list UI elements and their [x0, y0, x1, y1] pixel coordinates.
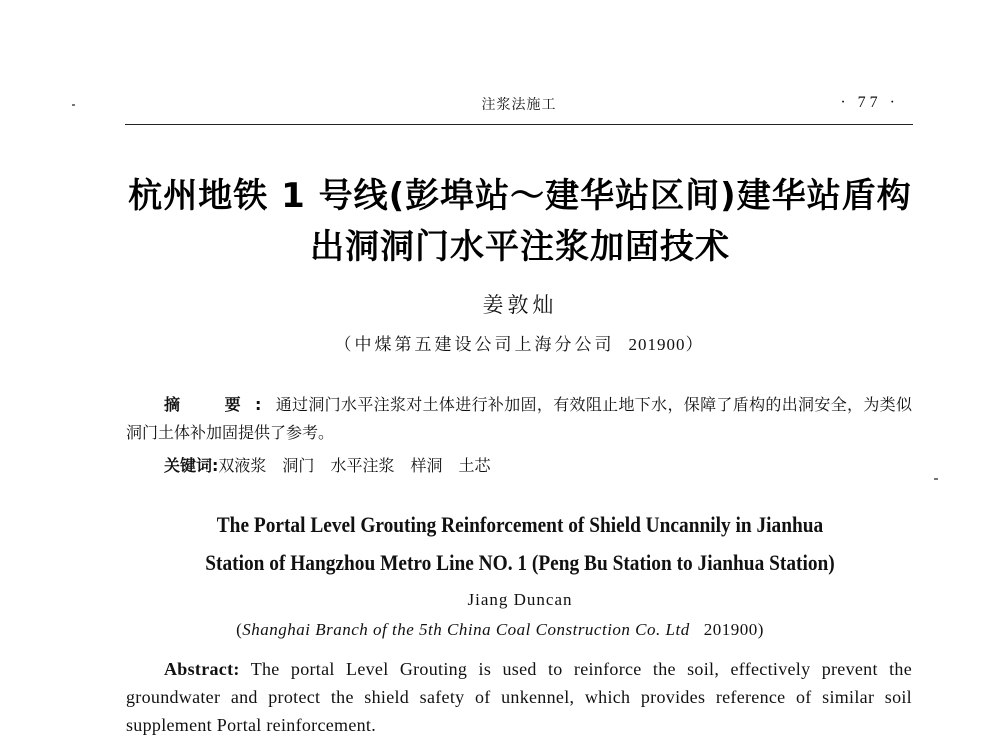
affiliation-close-paren: ) [757, 620, 764, 639]
english-title-line-2: Station of Hangzhou Metro Line NO. 1 (Peng Bu Station to Jianhua Station) [205, 550, 835, 575]
affiliation-postal-code: 201900 [628, 335, 686, 354]
affiliation-close-paren: ） [685, 335, 706, 355]
header-page-number: · 77 · [840, 94, 899, 111]
english-affiliation [0, 620, 1000, 640]
english-author: Jiang Duncan [467, 590, 573, 609]
affiliation-organization: 中煤第五建设公司上海分公司 [354, 335, 615, 355]
abstract-label: 摘 要: [164, 395, 276, 414]
english-abstract [126, 655, 912, 739]
scan-speck [72, 104, 75, 106]
affiliation-open-paren: ( [236, 620, 243, 639]
header-section-title: 注浆法施工 [481, 97, 557, 113]
keyword-item: 双液浆 [218, 456, 267, 475]
chinese-title-line-1: 杭州地铁 1 号线(彭埠站～建华站区间)建华站盾构 [128, 176, 912, 216]
keyword-item: 洞门 [282, 456, 315, 475]
abstract-label: Abstract: [164, 659, 240, 679]
affiliation-postal-code: 201900 [703, 620, 758, 639]
english-title-line-1: The Portal Level Grouting Reinforcement of Shield Uncannily in Jianhua [216, 512, 824, 537]
abstract-text: The portal Level Grouting is used to reinforce the soil, effectively prevent the groundwater and protect the shield safety of unkennel, which provides reference of similar soil supplement Portal reinforcement. [126, 659, 912, 735]
chinese-keywords [164, 452, 506, 480]
keyword-item: 水平注浆 [330, 456, 395, 475]
running-header [125, 88, 913, 125]
abstract-text: 通过洞门水平注浆对土体进行补加固，有效阻止地下水，保障了盾构的出洞安全，为类似洞门土体补加固提供了参考。 [126, 395, 912, 442]
chinese-author: 姜敦灿 [482, 293, 558, 317]
chinese-title-line-2: 出洞洞门水平注浆加固技术 [310, 227, 730, 267]
chinese-affiliation [0, 330, 1000, 355]
chinese-abstract [126, 391, 912, 447]
keywords-label: 关键词: [164, 456, 219, 475]
keyword-item: 土芯 [458, 456, 491, 475]
keyword-item: 样洞 [410, 456, 443, 475]
affiliation-organization: Shanghai Branch of the 5th China Coal Construction Co. Ltd [242, 620, 690, 639]
affiliation-open-paren: （ [334, 335, 355, 355]
scan-speck [934, 478, 938, 480]
